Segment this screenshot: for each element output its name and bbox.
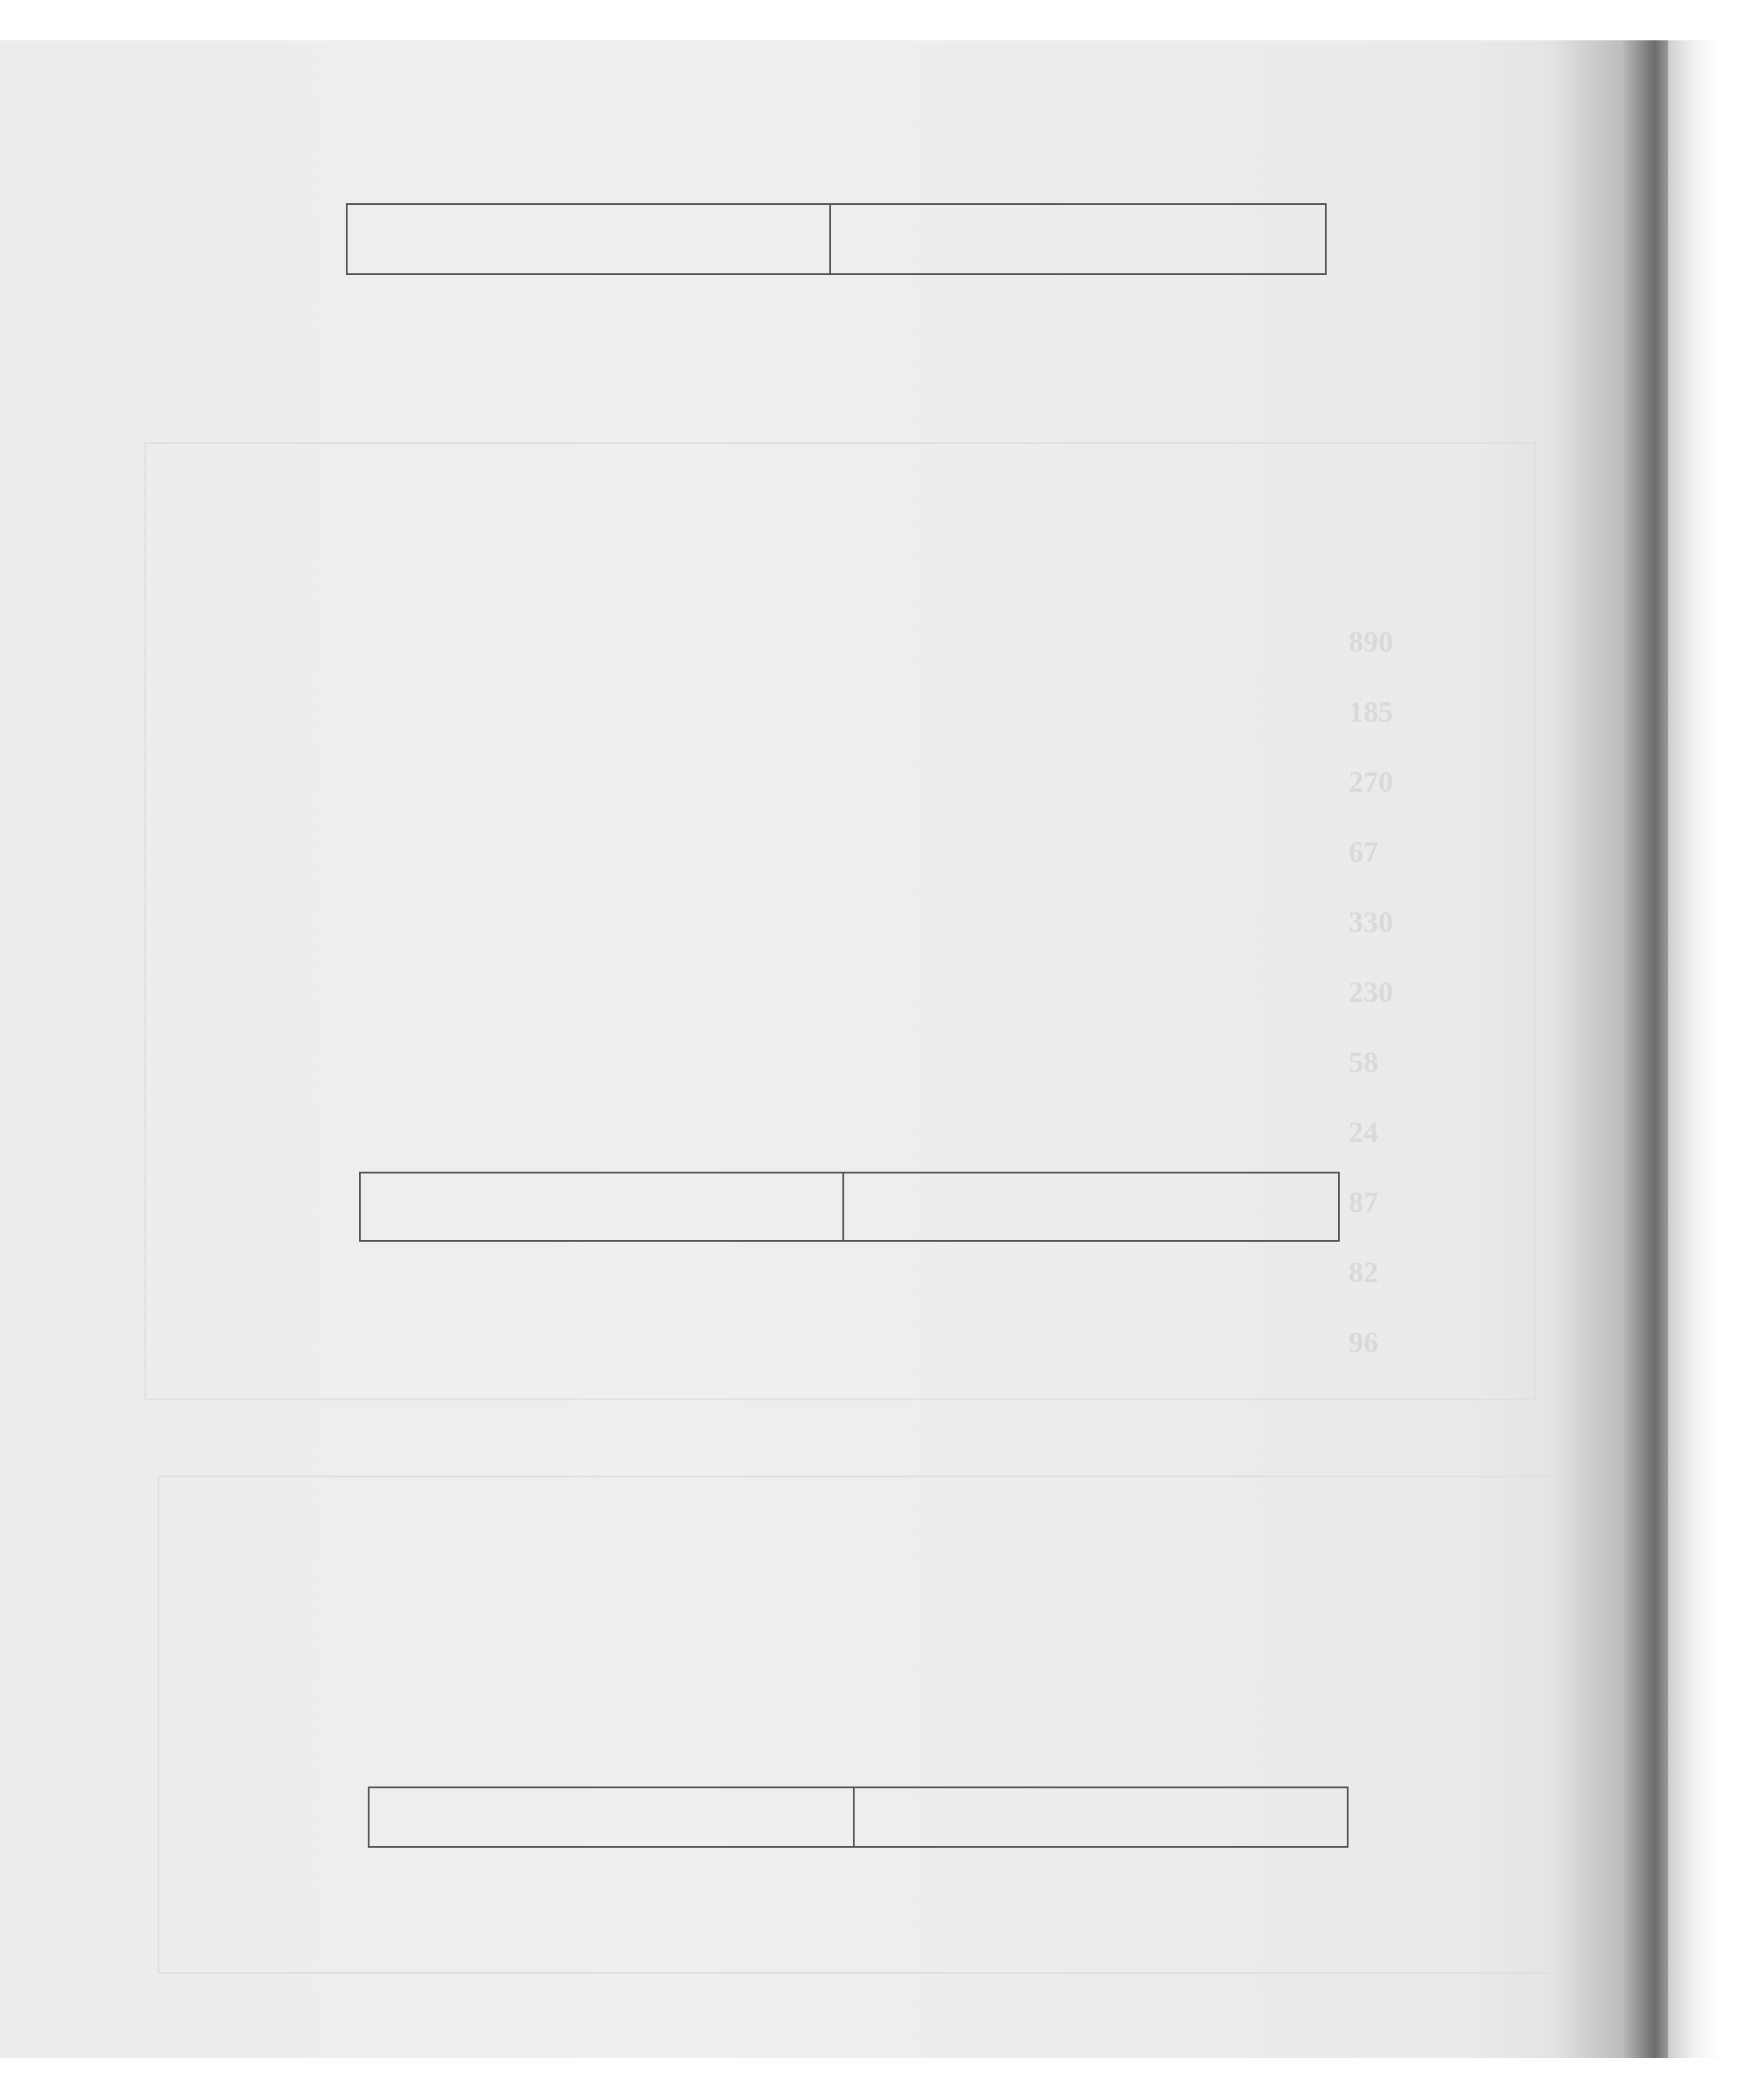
ghost-text: 82 [1349,1257,1378,1289]
ghost-text: 230 [1349,976,1393,1009]
ghost-text: 24 [1349,1117,1378,1149]
ghost-text: 58 [1349,1046,1378,1079]
ghost-table [144,442,1536,1400]
column-header-density [830,204,1326,274]
ghost-text: 87 [1349,1187,1378,1219]
ghost-text: 330 [1349,906,1393,939]
column-header-density [843,1173,1339,1241]
gases-table [368,1786,1349,1848]
ghost-text: 270 [1349,766,1393,799]
ghost-text: 185 [1349,696,1393,729]
liquids-table [359,1172,1340,1242]
ghost-text: 96 [1349,1327,1378,1359]
ghost-text: 67 [1349,836,1378,869]
solids-table [346,203,1327,275]
bottom-footer [0,2058,1754,2100]
ghost-text: 890 [1349,626,1393,659]
table-header-row [360,1173,1339,1241]
column-header-substance [347,204,830,274]
top-banner [0,0,1754,40]
ghost-table-2 [158,1476,1558,1974]
column-header-density [854,1787,1348,1847]
table-header-row [347,204,1326,274]
column-header-substance [360,1173,843,1241]
page-edge-shadow [1668,40,1721,2058]
table-header-row [369,1787,1348,1847]
column-header-substance [369,1787,854,1847]
